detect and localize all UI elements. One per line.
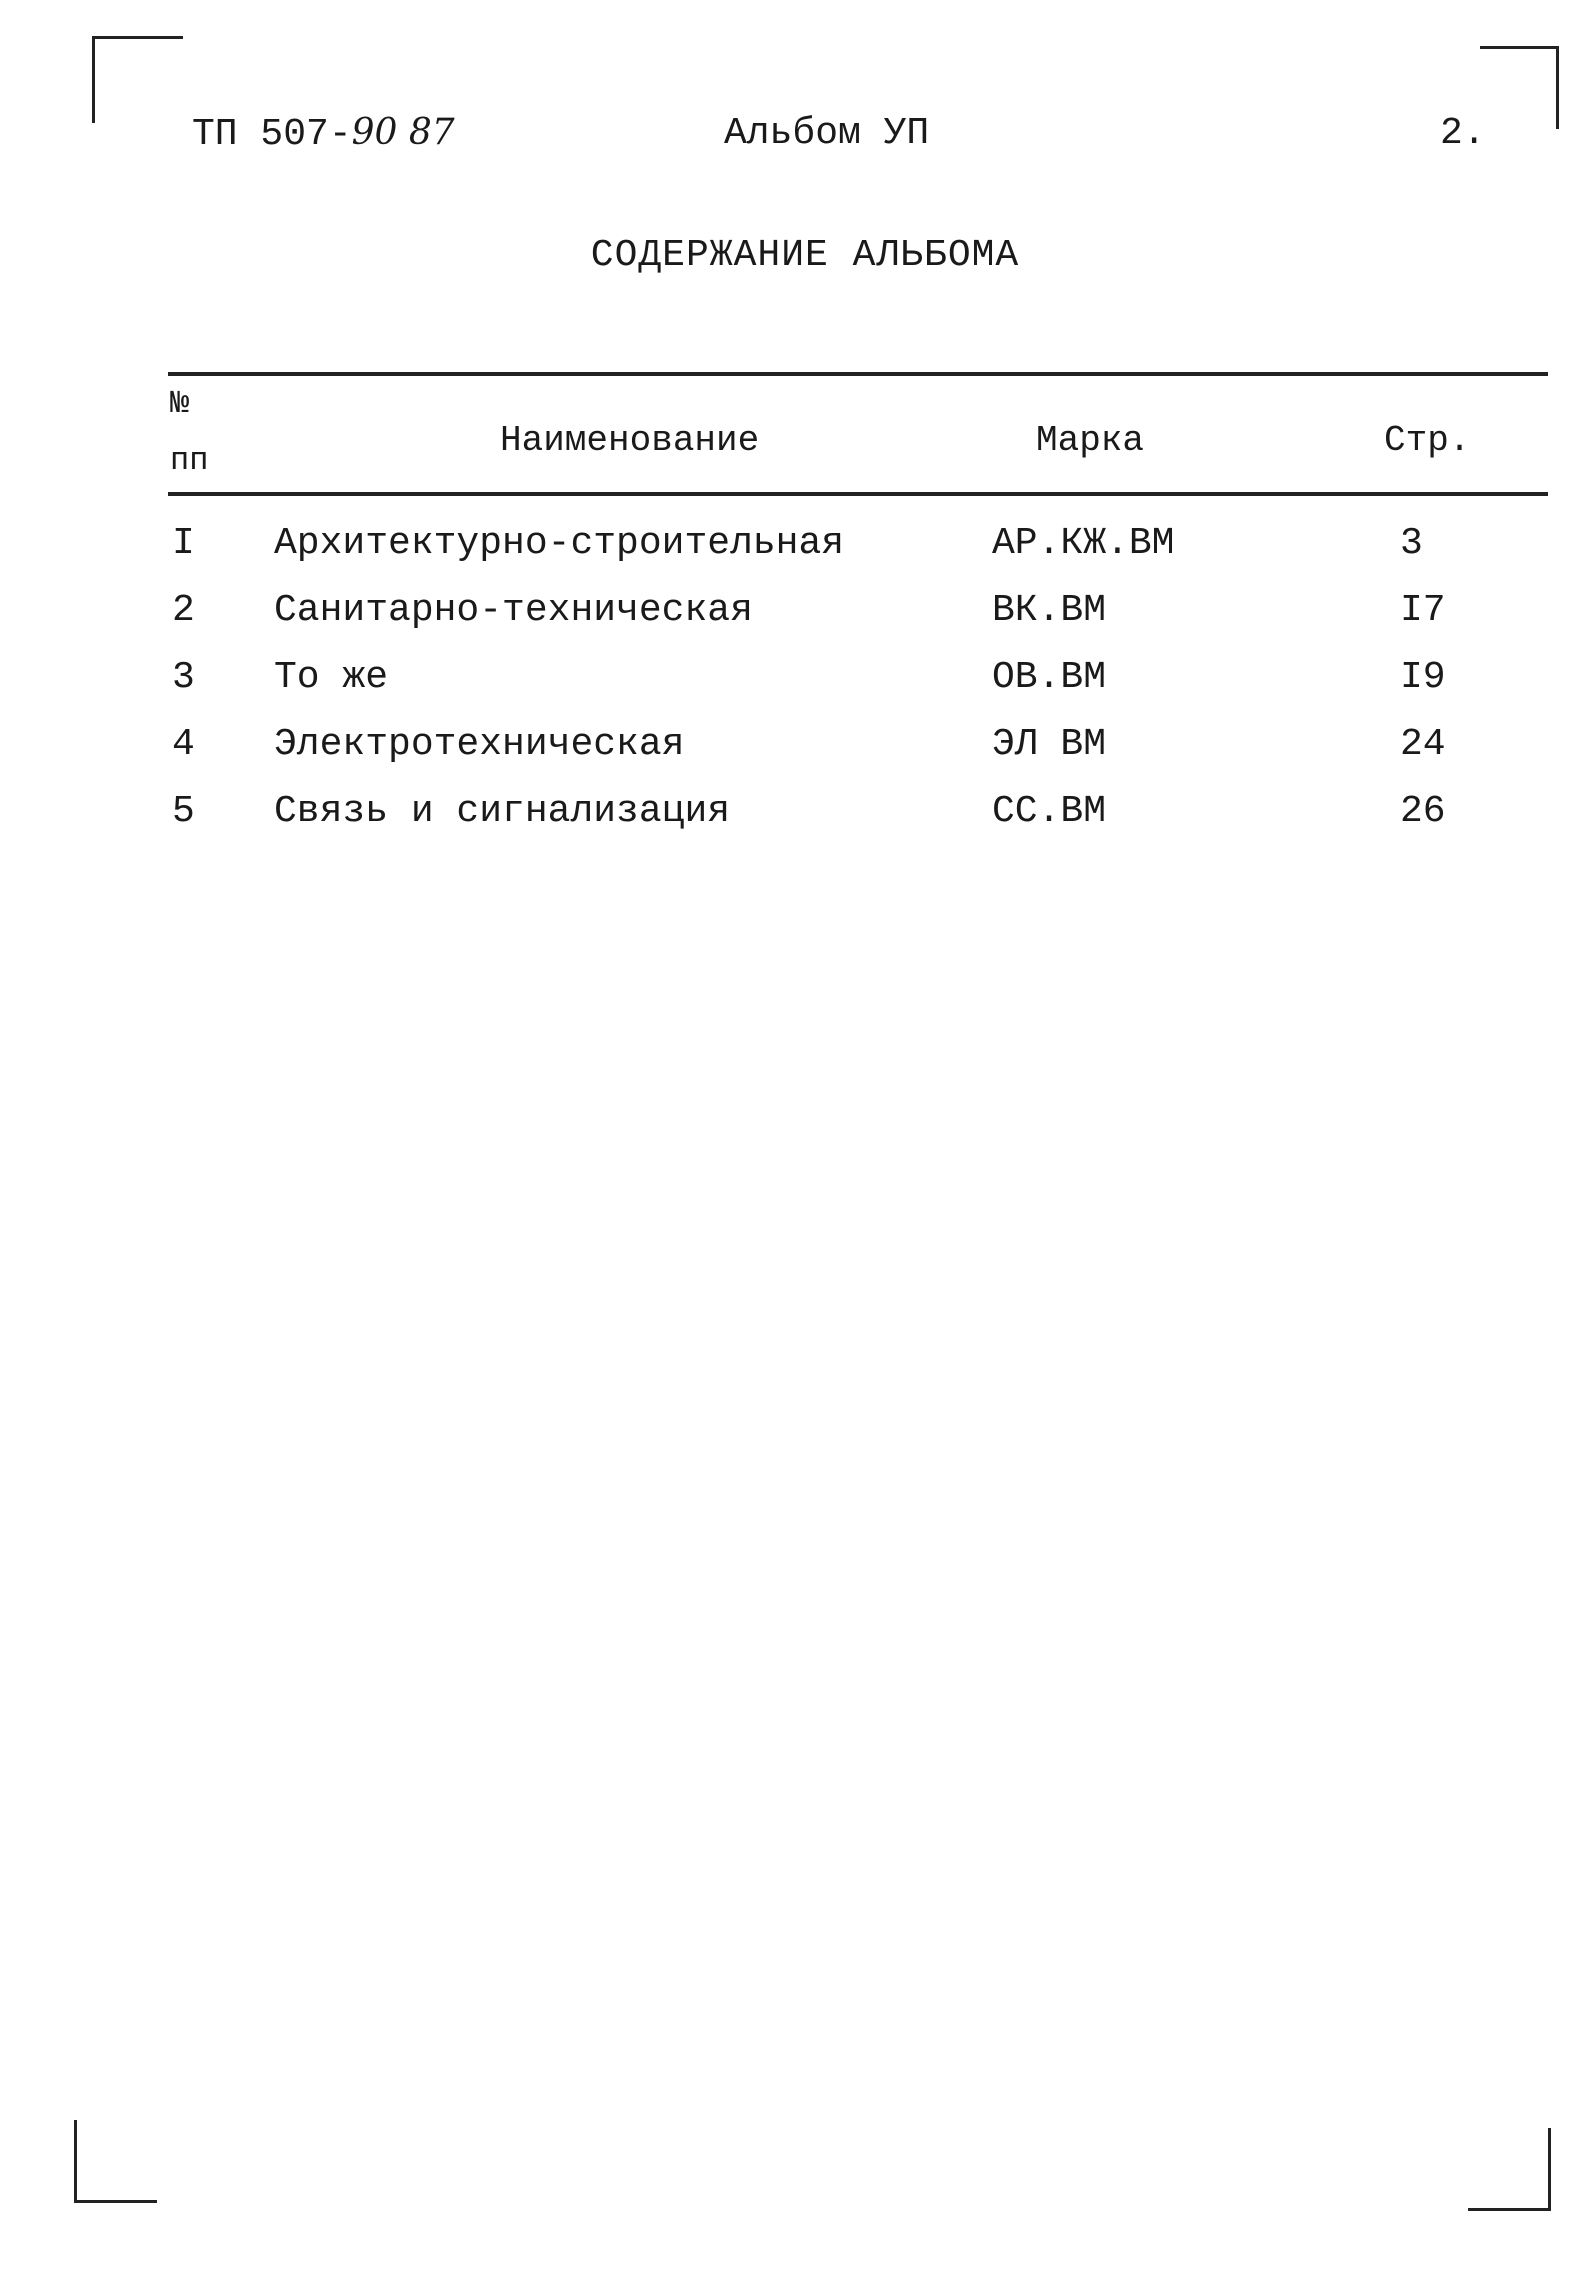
row-mark: АР.КЖ.ВМ (992, 522, 1175, 565)
row-name: Архитектурно-строительная (274, 522, 845, 565)
row-name: Санитарно-техническая (274, 589, 753, 632)
row-number: 3 (172, 656, 195, 699)
row-page: I7 (1400, 589, 1446, 632)
column-header-number-line1: № (170, 385, 190, 422)
row-number: 5 (172, 790, 195, 833)
table-header-rule (168, 492, 1548, 496)
row-number: 4 (172, 723, 195, 766)
corner-mark-bottom-right (1468, 2128, 1551, 2211)
table-row (0, 522, 1572, 582)
document-code-handwritten: 90 87 (351, 112, 455, 153)
corner-mark-top-right (1480, 46, 1559, 129)
row-page: 24 (1400, 723, 1446, 766)
table-row (0, 589, 1572, 649)
row-page: I9 (1400, 656, 1446, 699)
corner-mark-top-left (92, 36, 183, 123)
row-name: Электротехническая (274, 723, 685, 766)
row-page: 26 (1400, 790, 1446, 833)
row-mark: СС.ВМ (992, 790, 1107, 833)
row-name: Связь и сигнализация (274, 790, 731, 833)
column-header-name: Наименование (500, 420, 760, 461)
table-row (0, 656, 1572, 716)
document-code (192, 112, 455, 156)
row-name: То же (274, 656, 389, 699)
row-page: 3 (1400, 522, 1423, 565)
table-row (0, 790, 1572, 850)
row-number: I (172, 522, 195, 565)
table-row (0, 723, 1572, 783)
table-top-rule (168, 372, 1548, 376)
row-mark: ОВ.ВМ (992, 656, 1107, 699)
page-title: СОДЕРЖАНИЕ АЛЬБОМА (590, 234, 1020, 277)
column-header-mark: Марка (1036, 420, 1145, 461)
column-header-number-line2: пп (170, 442, 209, 479)
album-label: Альбом УП (724, 112, 930, 155)
row-mark: ЭЛ ВМ (992, 723, 1107, 766)
document-code-printed: ТП 507- (192, 113, 352, 156)
corner-mark-bottom-left (74, 2120, 157, 2203)
page-number: 2. (1440, 112, 1486, 155)
row-number: 2 (172, 589, 195, 632)
column-header-page: Стр. (1384, 420, 1471, 461)
row-mark: ВК.ВМ (992, 589, 1107, 632)
